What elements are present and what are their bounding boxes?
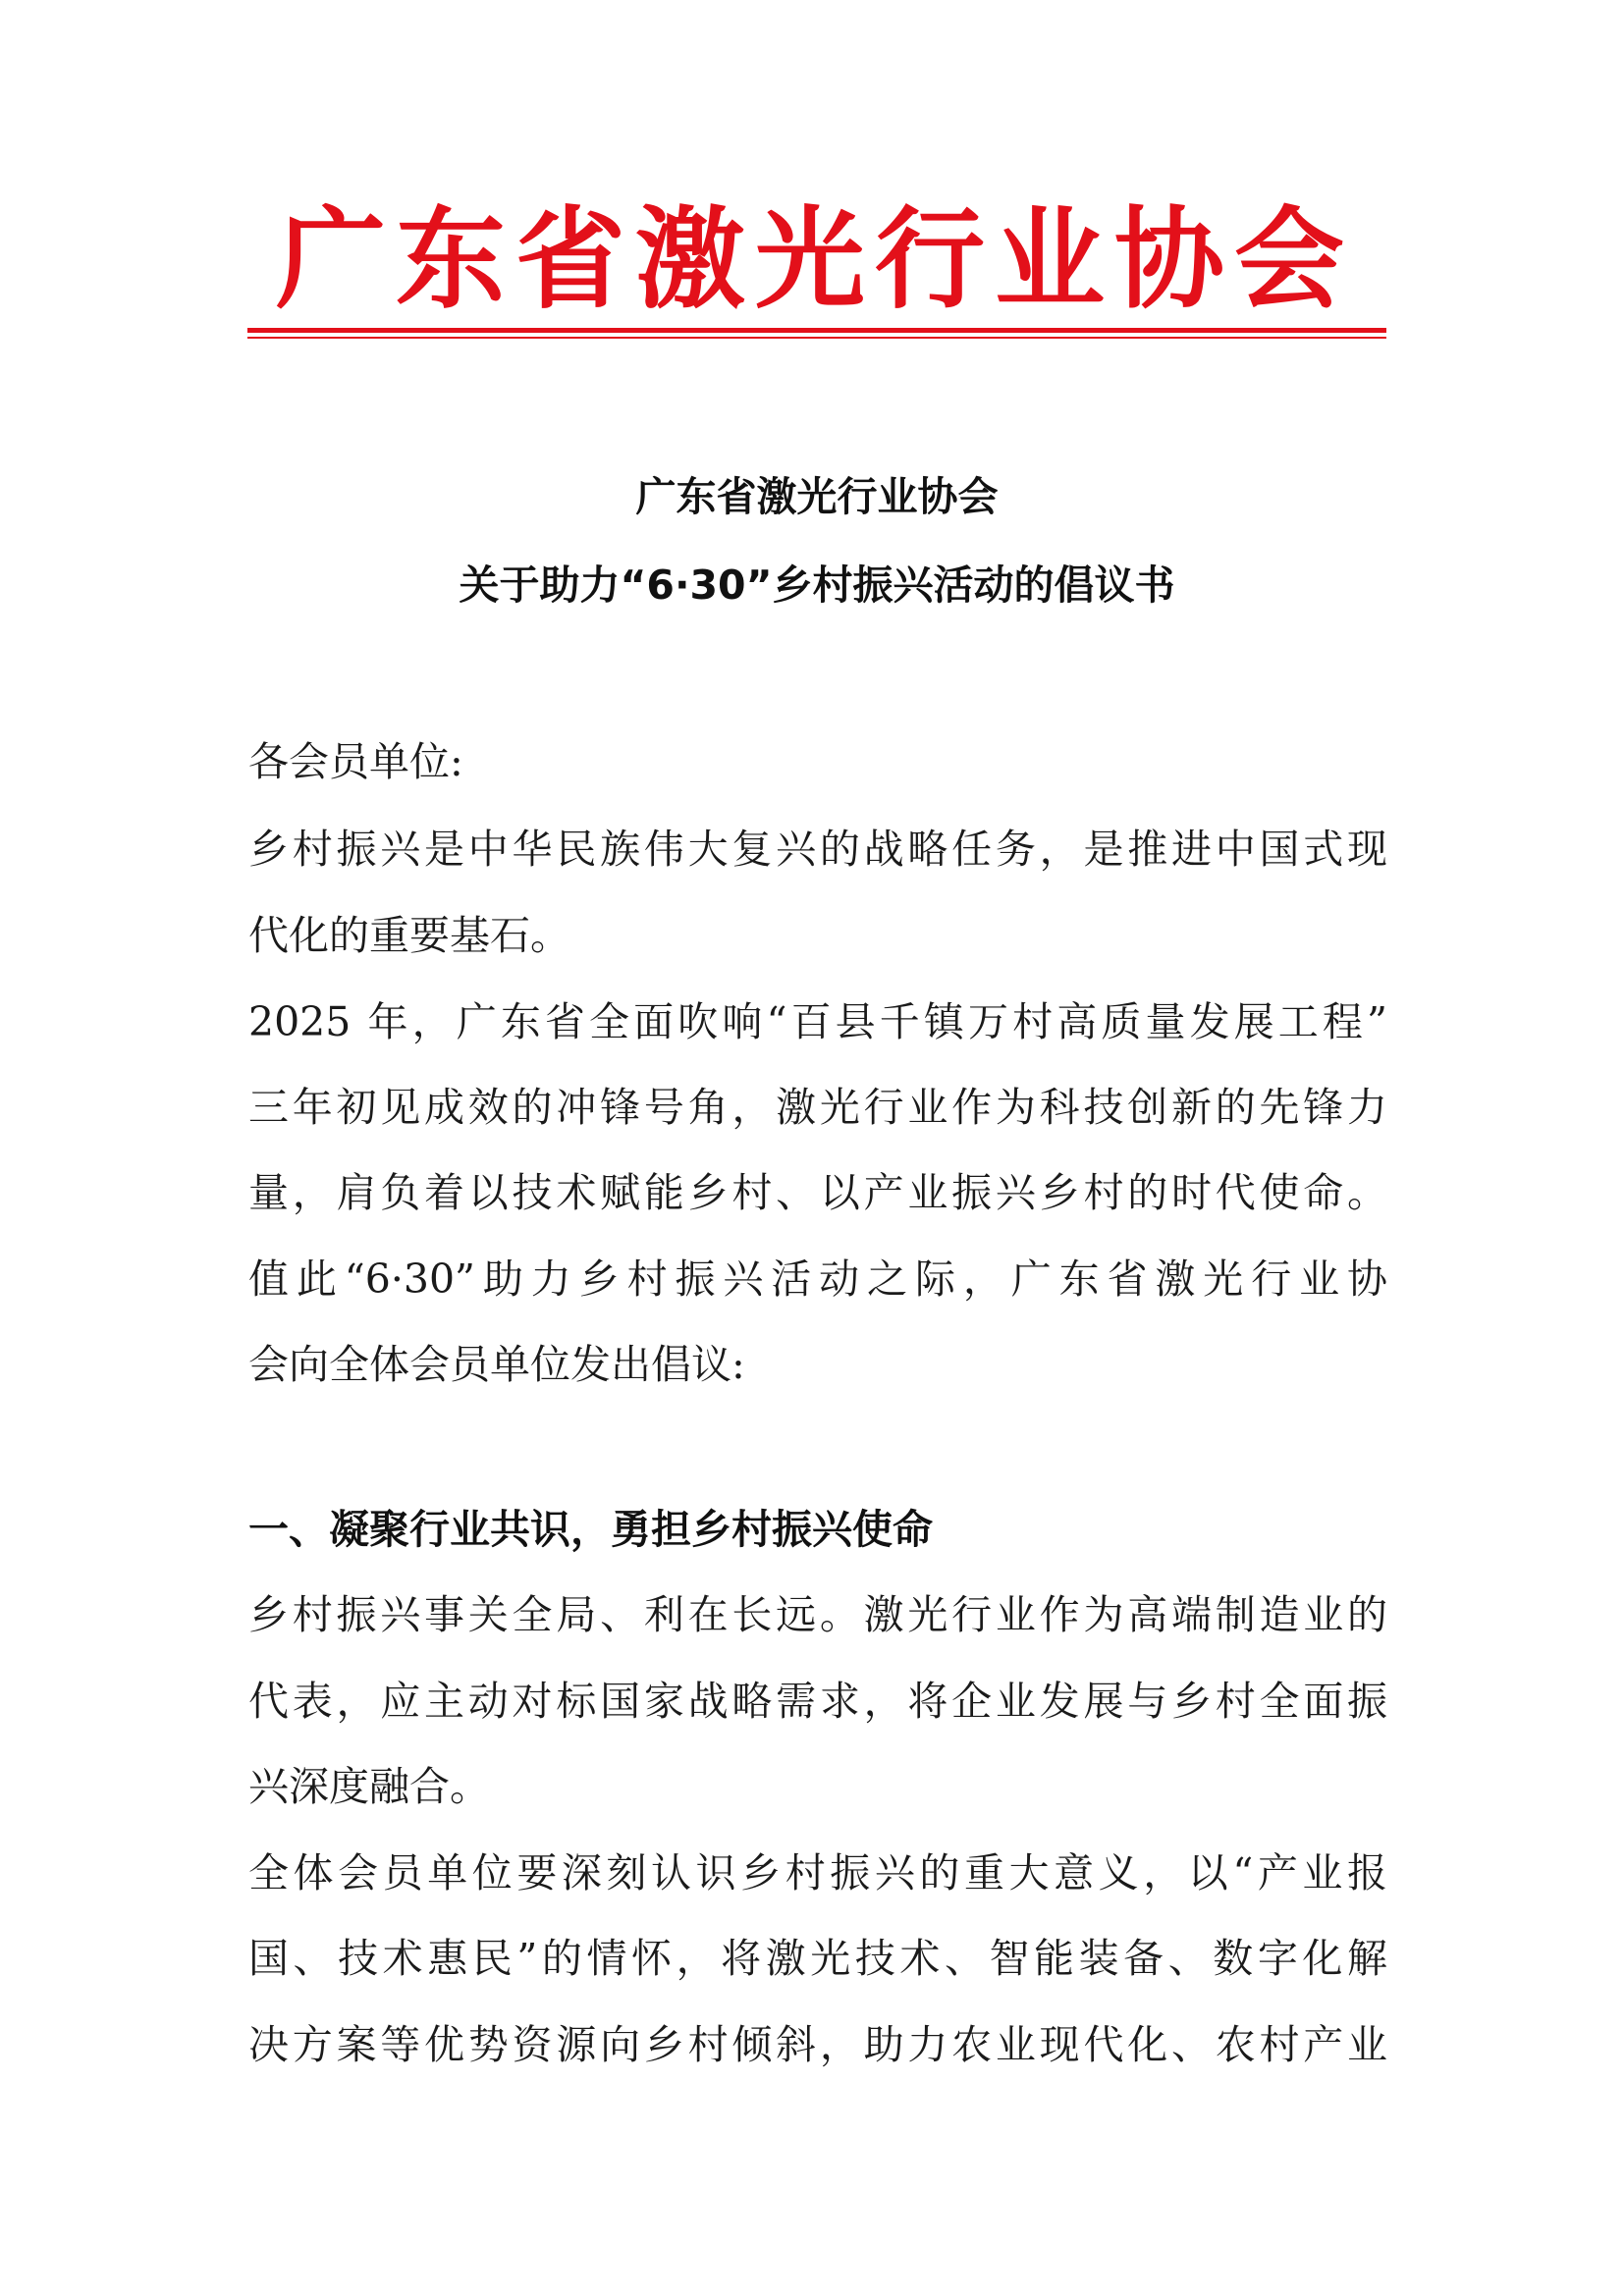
paragraph-2-line: 会向全体会员单位发出倡议: [248, 1341, 745, 1388]
paragraph-2-line: 三年初见成效的冲锋号角，激光行业作为科技创新的先锋力 [248, 1084, 1387, 1131]
section-1-paragraph-line: 全体会员单位要深刻认识乡村振兴的重大意义，以“产业报 [248, 1849, 1387, 1896]
section-1-paragraph-line: 代表，应主动对标国家战略需求，将企业发展与乡村全面振 [248, 1678, 1387, 1725]
section-1-paragraph-line: 决方案等优势资源向乡村倾斜，助力农业现代化、农村产业 [248, 2021, 1387, 2068]
salutation: 各会员单位: [248, 738, 463, 785]
section-1-paragraph-line: 兴深度融合。 [248, 1763, 490, 1810]
paragraph-2-line: 2025 年，广东省全面吹响“百县千镇万村高质量发展工程” [248, 998, 1387, 1045]
doc-title-line2: 关于助力“6·30”乡村振兴活动的倡议书 [459, 561, 1175, 609]
letterhead-org-name: 广东省激光行业协会 [276, 196, 1354, 324]
paragraph-2-line: 量，肩负着以技术赋能乡村、以产业振兴乡村的时代使命。 [248, 1169, 1387, 1216]
paragraph-1-line: 乡村振兴是中华民族伟大复兴的战略任务，是推进中国式现 [248, 826, 1387, 873]
section-1-heading: 一、凝聚行业共识，勇担乡村振兴使命 [248, 1506, 933, 1553]
doc-title-line1: 广东省激光行业协会 [635, 473, 999, 520]
letterhead-rule-thick [247, 328, 1386, 333]
section-1-paragraph-line: 乡村振兴事关全局、利在长远。激光行业作为高端制造业的 [248, 1591, 1387, 1638]
letterhead-rule-thin [247, 337, 1386, 339]
paragraph-2-line: 值此“6·30”助力乡村振兴活动之际，广东省激光行业协 [248, 1255, 1387, 1303]
paragraph-1-line: 代化的重要基石。 [248, 912, 570, 959]
section-1-paragraph-line: 国、技术惠民”的情怀，将激光技术、智能装备、数字化解 [248, 1935, 1387, 1982]
